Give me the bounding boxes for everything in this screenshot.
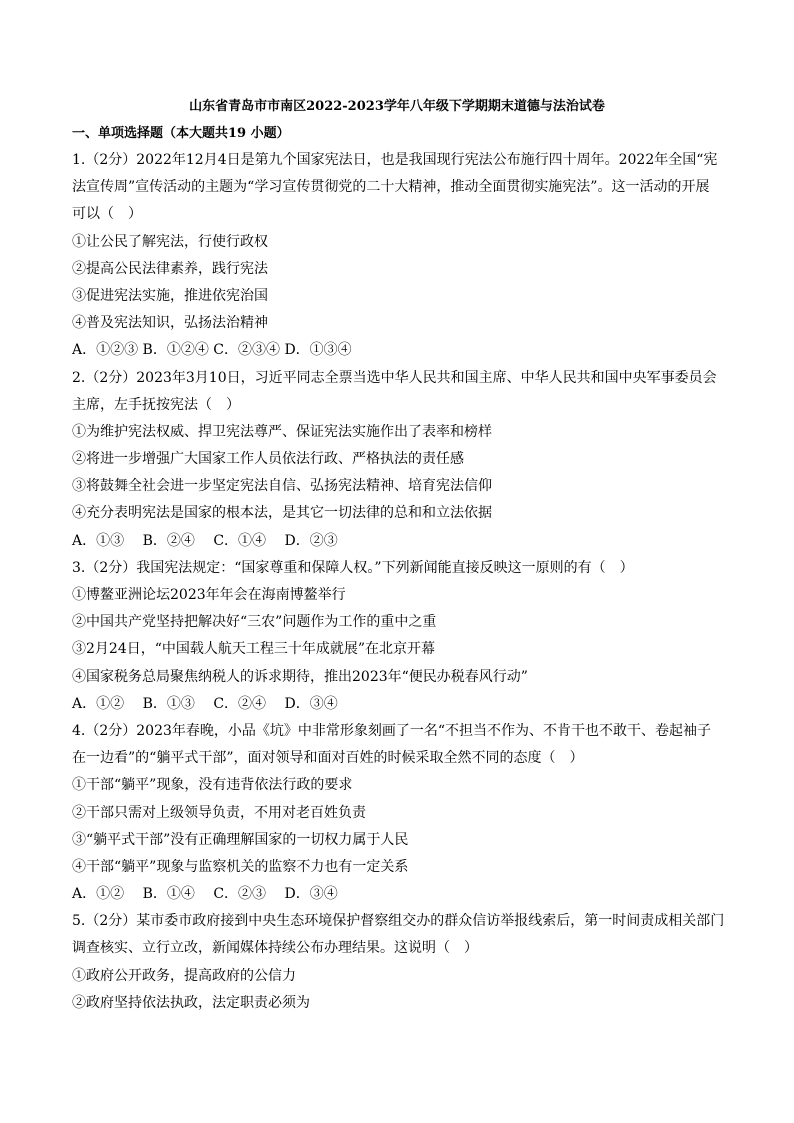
- question-stem-line: 2.（2分）2023年3月10日，习近平同志全票当选中华人民共和国主席、中华人民共和国中央军事委员会: [72, 369, 717, 386]
- answer-option-d: D．③④: [284, 886, 338, 903]
- answer-option-a: A．①③: [72, 532, 125, 549]
- statement-item: ②干部只需对上级领导负责，不用对老百姓负责: [72, 804, 366, 821]
- statement-item: ③2月24日，“中国载人航天工程三十年成就展”在北京开幕: [72, 641, 436, 658]
- question-stem-line: 法宣传周”宣传活动的主题为“学习宣传贯彻党的二十大精神，推动全面贯彻实施宪法”。这一活动的开展: [72, 179, 710, 196]
- question-stem-line: 4.（2分）2023年春晚，小品《坑》中非常形象刻画了一名“不担当不作为、不肯干也不敢干、卷起袖子: [72, 722, 712, 739]
- answer-option-d: D．③④: [284, 695, 338, 712]
- statement-item: ①干部“躺平”现象，没有违背依法行政的要求: [72, 777, 353, 794]
- answer-option-c: C．②④: [213, 695, 267, 712]
- answer-option-b: B．①④: [142, 886, 195, 903]
- statement-item: ①为维护宪法权威、捍卫宪法尊严、保证宪法实施作出了表率和榜样: [72, 423, 492, 440]
- question-3: [72, 555, 724, 718]
- question-5: [72, 908, 724, 1017]
- statement-item: ②政府坚持依法执政，法定职责必须为: [72, 994, 310, 1011]
- question-stem-line: 1.（2分）2022年12月4日是第九个国家宪法日，也是我国现行宪法公布施行四十周年。2022年全国“宪: [72, 152, 718, 168]
- question-stem-line: 主席，左手抚按宪法（ ）: [72, 396, 240, 413]
- answer-option-a: A．①②: [72, 695, 125, 712]
- answer-options: [72, 691, 724, 718]
- statement-item: ③促进宪法实施，推进依宪治国: [72, 287, 268, 304]
- answer-options: [72, 881, 724, 908]
- statement-item: ④国家税务总局聚焦纳税人的诉求期待，推出2023年“便民办税春风行动”: [72, 668, 528, 685]
- section-heading: 一、单项选择题（本大题共19 小题）: [72, 126, 290, 141]
- question-stem-line: 调查核实、立行立改，新闻媒体持续公布办理结果。这说明（ ）: [72, 940, 478, 957]
- statement-item: ①政府公开政务，提高政府的公信力: [72, 967, 296, 984]
- question-list: [72, 147, 724, 1017]
- answer-option-line: A．①②③ B．①②④ C．②③④ D．①③④: [72, 342, 352, 359]
- question-stem-line: 可以（ ）: [72, 206, 142, 223]
- question-2: [72, 365, 724, 555]
- answer-option-c: C．②③: [213, 886, 267, 903]
- answer-options: [72, 337, 724, 364]
- statement-item: ③将鼓舞全社会进一步坚定宪法自信、弘扬宪法精神、培育宪法信仰: [72, 478, 492, 495]
- question-stem-line: 5.（2分）某市委市政府接到中央生态环境保护督察组交办的群众信访举报线索后，第一时间责成相关部门: [72, 913, 725, 930]
- statement-item: ②中国共产党坚持把解决好“三农”问题作为工作的重中之重: [72, 614, 437, 631]
- answer-option-d: D．②③: [284, 532, 338, 549]
- question-1: [72, 147, 724, 365]
- answer-option-c: C．①④: [213, 532, 267, 549]
- statement-item: ②将进一步增强广大国家工作人员依法行政、严格执法的责任感: [72, 451, 464, 468]
- answer-option-b: B．①③: [142, 695, 195, 712]
- question-stem-line: 在一边看”的“躺平式干部”，面对领导和面对百姓的时候采取全然不同的态度（ ）: [72, 750, 584, 767]
- answer-option-b: B．②④: [142, 532, 195, 549]
- statement-item: ④普及宪法知识，弘扬法治精神: [72, 315, 268, 332]
- statement-item: ①让公民了解宪法，行使行政权: [72, 233, 268, 250]
- statement-item: ②提高公民法律素养，践行宪法: [72, 260, 268, 277]
- question-stem-line: 3.（2分）我国宪法规定：“国家尊重和保障人权。”下列新闻能直接反映这一原则的有（ ）: [72, 559, 634, 576]
- question-4: [72, 718, 724, 908]
- statement-item: ④干部“躺平”现象与监察机关的监察不力也有一定关系: [72, 858, 409, 875]
- answer-option-a: A．①②: [72, 886, 125, 903]
- statement-item: ①博鳌亚洲论坛2023年年会在海南博鳌举行: [72, 587, 346, 603]
- exam-title: 山东省青岛市市南区2022-2023学年八年级下学期期末道德与法治试卷: [189, 99, 605, 114]
- statement-item: ③“躺平式干部”没有正确理解国家的一切权力属于人民: [72, 831, 409, 848]
- answer-options: [72, 528, 724, 555]
- statement-item: ④充分表明宪法是国家的根本法，是其它一切法律的总和和立法依据: [72, 505, 492, 522]
